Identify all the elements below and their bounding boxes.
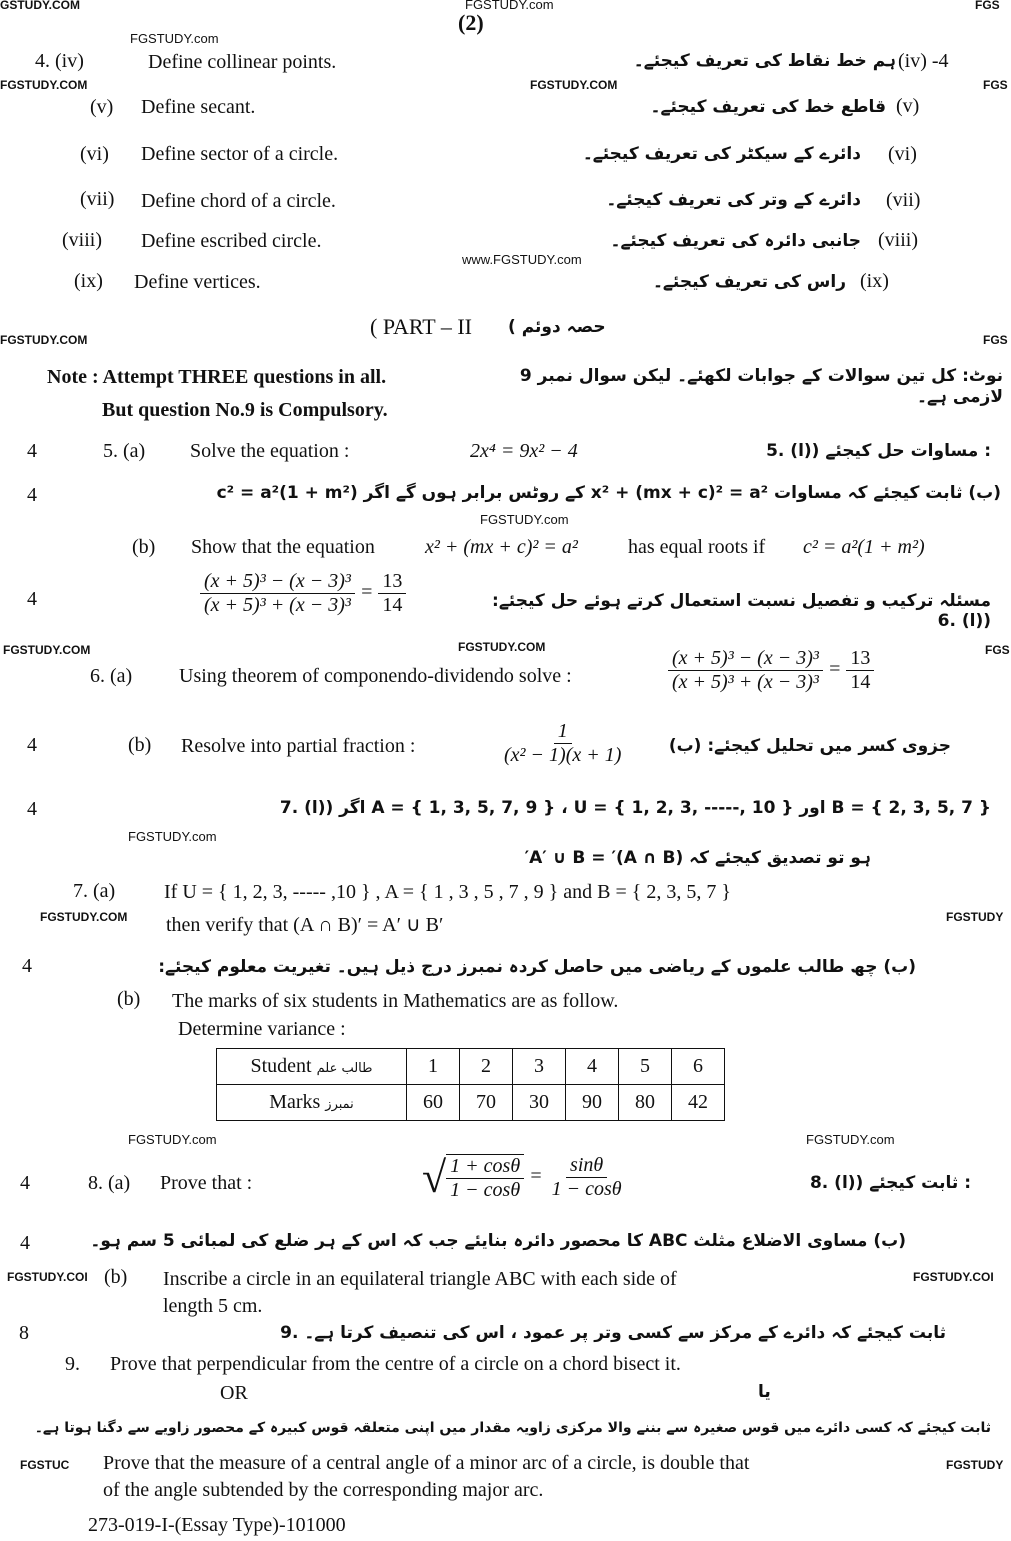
watermark: FGSTUDY.COM <box>40 910 128 924</box>
q4-v-urdu-number: (v) <box>896 95 920 117</box>
row-label: Student <box>250 1055 312 1077</box>
q5a-text: Solve the equation : <box>190 440 350 462</box>
q5a-number: 5. (a) <box>103 440 146 462</box>
q7a-urdu: B = { 2, 3, 5, 7 } اور A = { 1, 3, 5, 7, 9 } ، U = { 1, 2, 3, -----, 10 } اگر ((ا) .7 <box>279 798 991 818</box>
page-number: (2) <box>458 10 484 35</box>
table-cell: 4 <box>566 1049 619 1085</box>
q7a-number: 7. (a) <box>73 880 116 902</box>
q7b-number: (b) <box>117 988 141 1010</box>
q4-v-text: Define secant. <box>141 96 256 118</box>
q6a-urdu-equation: $\frac{\text{(x + 5)³ − (x − 3)³}}{\text{(x + 5)³ + (x − 3)³}}$ = $\frac{13}{14}$ <box>200 570 406 617</box>
row-label-urdu: نمبرز <box>325 1097 354 1112</box>
table-row <box>217 1085 725 1121</box>
table-cell: 2 <box>460 1049 513 1085</box>
q8a-marks: 4 <box>20 1172 30 1194</box>
q4-ix-urdu-number: (ix) <box>860 270 889 292</box>
q4-iv-number: 4. (iv) <box>35 50 84 72</box>
q5a-urdu: : مساوات حل کیجئے ((ا) .5 <box>766 441 991 461</box>
q7b-marks: 4 <box>22 955 32 977</box>
watermark: FGSTUDY.COM <box>0 333 88 347</box>
table-cell: 30 <box>513 1085 566 1121</box>
fraction-denominator: (x + 5)³ + (x − 3)³ <box>204 594 351 616</box>
note-line-2: But question No.9 is Compulsory. <box>102 399 388 421</box>
q4-viii-number: (viii) <box>62 229 102 251</box>
q4-vii-text: Define chord of a circle. <box>141 190 336 212</box>
q5b-text: Show that the equation <box>191 536 375 558</box>
q8b-number: (b) <box>104 1266 128 1288</box>
q4-v-number: (v) <box>90 96 114 118</box>
part-title-urdu: حصہ دوئم ) <box>508 317 606 337</box>
watermark: FGSTUDY.com <box>128 829 217 844</box>
q7b-urdu: (ب) چھ طالب علموں کے ریاضی میں حاصل کردہ نمبرز درج ذیل ہیں۔ تغیریت معلوم کیجئے: <box>158 957 916 977</box>
q8b-text-2: length 5 cm. <box>163 1295 263 1317</box>
q6b-number: (b) <box>128 734 152 756</box>
q4-vii-number: (vii) <box>80 188 115 210</box>
table-row <box>217 1049 725 1085</box>
q8b-text: Inscribe a circle in an equilateral triangle ABC with each side of <box>163 1268 677 1290</box>
note-line-1: Note : Attempt THREE questions in all. <box>47 366 387 388</box>
q8b-urdu: (ب) مساوی الاضلاع مثلث ABC کا محصور دائرہ بنایئے جب کہ اس کے ہر ضلع کی لمبائی 5 سم ہو۔ <box>90 1231 906 1251</box>
q5a-equation: 2x⁴ = 9x² − 4 <box>470 440 578 462</box>
watermark: FGS <box>985 643 1010 657</box>
q6a-urdu: مسئلہ ترکیب و تفصیل نسبت استعمال کرتے ہوئے حل کیجئے: ((ا) .6 <box>492 591 991 631</box>
q5b-number: (b) <box>132 536 156 558</box>
q4-vi-number: (vi) <box>80 143 109 165</box>
q8a-text: Prove that : <box>160 1172 253 1194</box>
q4-v-urdu: قاطع خط کی تعریف کیجئے۔ <box>650 97 886 117</box>
fraction-numerator: (x + 5)³ − (x − 3)³ <box>668 647 823 671</box>
q4-iv-text: Define collinear points. <box>148 51 337 73</box>
fraction-numerator: 13 <box>846 647 874 671</box>
fraction-denominator: 14 <box>382 594 403 616</box>
watermark: FGS <box>983 333 1008 347</box>
q6a-marks: 4 <box>27 588 37 610</box>
fraction-numerator: 13 <box>378 570 406 594</box>
watermark: FGSTUC <box>20 1458 70 1472</box>
q6a-text: Using theorem of componendo-dividendo solve : <box>179 665 572 687</box>
table-cell: 3 <box>513 1049 566 1085</box>
watermark: FGSTUDY.COI <box>913 1270 994 1284</box>
fraction-denominator: (x + 5)³ + (x − 3)³ <box>672 671 819 693</box>
q4-vi-text: Define sector of a circle. <box>141 143 339 165</box>
q9-text: Prove that perpendicular from the centre of a circle on a chord bisect it. <box>110 1353 681 1375</box>
table-cell: 80 <box>619 1085 672 1121</box>
square-root-sign: √ <box>422 1153 447 1202</box>
q6b-expression <box>500 720 625 767</box>
note-urdu: نوٹ: کل تین سوالات کے جوابات لکھئے۔ لیکن سوال نمبر 9 لازمی ہے۔ <box>519 366 1003 407</box>
q6b-text: Resolve into partial fraction : <box>181 735 416 757</box>
q7a-text-2: then verify that (A ∩ B)′ = A′ ∪ B′ <box>166 914 444 936</box>
watermark: FGSTUDY.COM <box>0 78 88 92</box>
watermark: GSTUDY.COM <box>0 0 81 12</box>
q7a-marks: 4 <box>27 798 37 820</box>
q7b-text-2: Determine variance : <box>178 1018 346 1040</box>
fraction-numerator: sinθ <box>566 1154 607 1178</box>
row-label-urdu: طالب علم <box>316 1061 373 1076</box>
q4-iv-urdu-number: (iv) -4 <box>898 50 949 72</box>
watermark: FGS <box>975 0 1000 12</box>
q8a-number: 8. (a) <box>88 1172 131 1194</box>
q9-urdu: ثابت کیجئے کہ دائرے کے مرکز سے کسی وتر پر عمود ، اس کی تنصیف کرتا ہے۔ .9 <box>280 1323 946 1343</box>
q8a-urdu: : ثابت کیجئے ((ا) .8 <box>809 1173 971 1193</box>
q9-urdu-2: ثابت کیجئے کہ کسی دائرے میں قوس صغیرہ سے بننے والا مرکزی زاویہ مقدار میں اپنی متعلقہ قوس کبیرہ کے محصور زاویے سے دگنا ہوتا ہے۔ <box>34 1420 991 1436</box>
q4-vii-urdu-number: (vii) <box>886 189 921 211</box>
q4-vi-urdu: دائرے کے سیکٹر کی تعریف کیجئے۔ <box>582 144 861 164</box>
fraction-denominator: 1 − cosθ <box>450 1178 521 1201</box>
watermark: FGSTUDY.COM <box>458 640 546 654</box>
q5b-marks: 4 <box>27 484 37 506</box>
watermark: FGSTUDY.com <box>130 31 219 46</box>
q4-ix-text: Define vertices. <box>134 271 261 293</box>
q9-or-urdu: یا <box>758 1382 771 1402</box>
q6a-number: 6. (a) <box>90 665 133 687</box>
q7a-urdu-2: ہو تو تصدیق کیجئے کہ (A ∩ B)′ = A′ ∪ B′ <box>524 848 871 868</box>
q4-ix-number: (ix) <box>74 270 103 292</box>
table-cell: 1 <box>407 1049 460 1085</box>
q7a-text: If U = { 1, 2, 3, ----- ,10 } , A = { 1 , 3 , 5 , 7 , 9 } and B = { 2, 3, 5, 7 } <box>164 881 731 903</box>
fraction-denominator: 14 <box>850 671 871 693</box>
q4-ix-urdu: راس کی تعریف کیجئے۔ <box>652 272 846 292</box>
q4-vii-urdu: دائرے کے وتر کی تعریف کیجئے۔ <box>606 190 861 210</box>
q4-viii-urdu-number: (viii) <box>878 229 918 251</box>
fraction-numerator: (x + 5)³ − (x − 3)³ <box>200 570 355 594</box>
q8a-equation: √ $\frac{1 + \cos\theta}{1 - \cos\theta}$ = $\frac{\sin\theta}{1 - \cos\theta}$ <box>422 1152 626 1203</box>
q5a-marks: 4 <box>27 440 37 462</box>
q4-viii-urdu: جانبی دائرہ کی تعریف کیجئے۔ <box>610 231 861 251</box>
q6a-equation: $\frac{\text{(x + 5)³ − (x − 3)³}}{\text{(x + 5)³ + (x − 3)³}}$ = $\frac{13}{14}$ <box>668 647 874 694</box>
watermark: FGSTUDY.COI <box>7 1270 88 1284</box>
q5b-urdu: (ب) ثابت کیجئے کہ مساوات x² + (mx + c)² = a² کے روٹس برابر ہوں گے اگر c² = a²(1 + m²) <box>216 483 1001 503</box>
q6b-marks: 4 <box>27 734 37 756</box>
q4-viii-text: Define escribed circle. <box>141 230 322 252</box>
q9-marks: 8 <box>19 1322 29 1344</box>
q5b-condition: c² = a²(1 + m²) <box>803 536 925 558</box>
watermark: FGSTUDY.com <box>806 1132 895 1147</box>
q9-number: 9. <box>65 1353 80 1375</box>
fraction-denominator: 1 − cosθ <box>551 1178 622 1200</box>
q5b-equation: x² + (mx + c)² = a² <box>425 536 578 558</box>
q7b-text: The marks of six students in Mathematics are as follow. <box>172 990 619 1012</box>
q8b-marks: 4 <box>20 1232 30 1254</box>
row-label: Marks <box>269 1091 321 1113</box>
fraction-numerator: 1 + cosθ <box>446 1155 524 1179</box>
table-cell: 90 <box>566 1085 619 1121</box>
watermark: FGSTUDY <box>946 910 1004 924</box>
paper-code: 273-019-I-(Essay Type)-101000 <box>88 1514 346 1536</box>
q4-vi-urdu-number: (vi) <box>888 143 917 165</box>
watermark: FGSTUDY.com <box>128 1132 217 1147</box>
q9-text-2: Prove that the measure of a central angle of a minor arc of a circle, is double that <box>103 1452 750 1474</box>
table-cell: 60 <box>407 1085 460 1121</box>
part-title: ( PART – II <box>370 314 472 339</box>
table-cell: 70 <box>460 1085 513 1121</box>
q9-text-2b: of the angle subtended by the corresponding major arc. <box>103 1479 544 1501</box>
watermark: FGSTUDY.COM <box>3 643 91 657</box>
q5b-text-2: has equal roots if <box>628 536 766 558</box>
watermark: FGSTUDY <box>946 1458 1004 1472</box>
watermark: FGSTUDY.com <box>465 0 554 12</box>
table-header <box>217 1049 407 1085</box>
watermark: FGSTUDY.COM <box>530 78 618 92</box>
fraction-denominator: (x² − 1)(x + 1) <box>504 744 622 766</box>
table-cell: 5 <box>619 1049 672 1085</box>
watermark: www.FGSTUDY.com <box>462 252 582 267</box>
q6b-urdu: جزوی کسر میں تحلیل کیجئے: (ب) <box>668 736 951 756</box>
fraction-numerator: 1 <box>554 720 572 744</box>
table-header <box>217 1085 407 1121</box>
q4-iv-urdu: ہم خط نقاط کی تعریف کیجئے۔ <box>633 51 896 71</box>
watermark: FGS <box>983 78 1008 92</box>
table-cell: 42 <box>672 1085 725 1121</box>
watermark: FGSTUDY.com <box>480 512 569 527</box>
table-cell: 6 <box>672 1049 725 1085</box>
q9-or: OR <box>220 1382 248 1404</box>
marks-table <box>216 1048 725 1121</box>
